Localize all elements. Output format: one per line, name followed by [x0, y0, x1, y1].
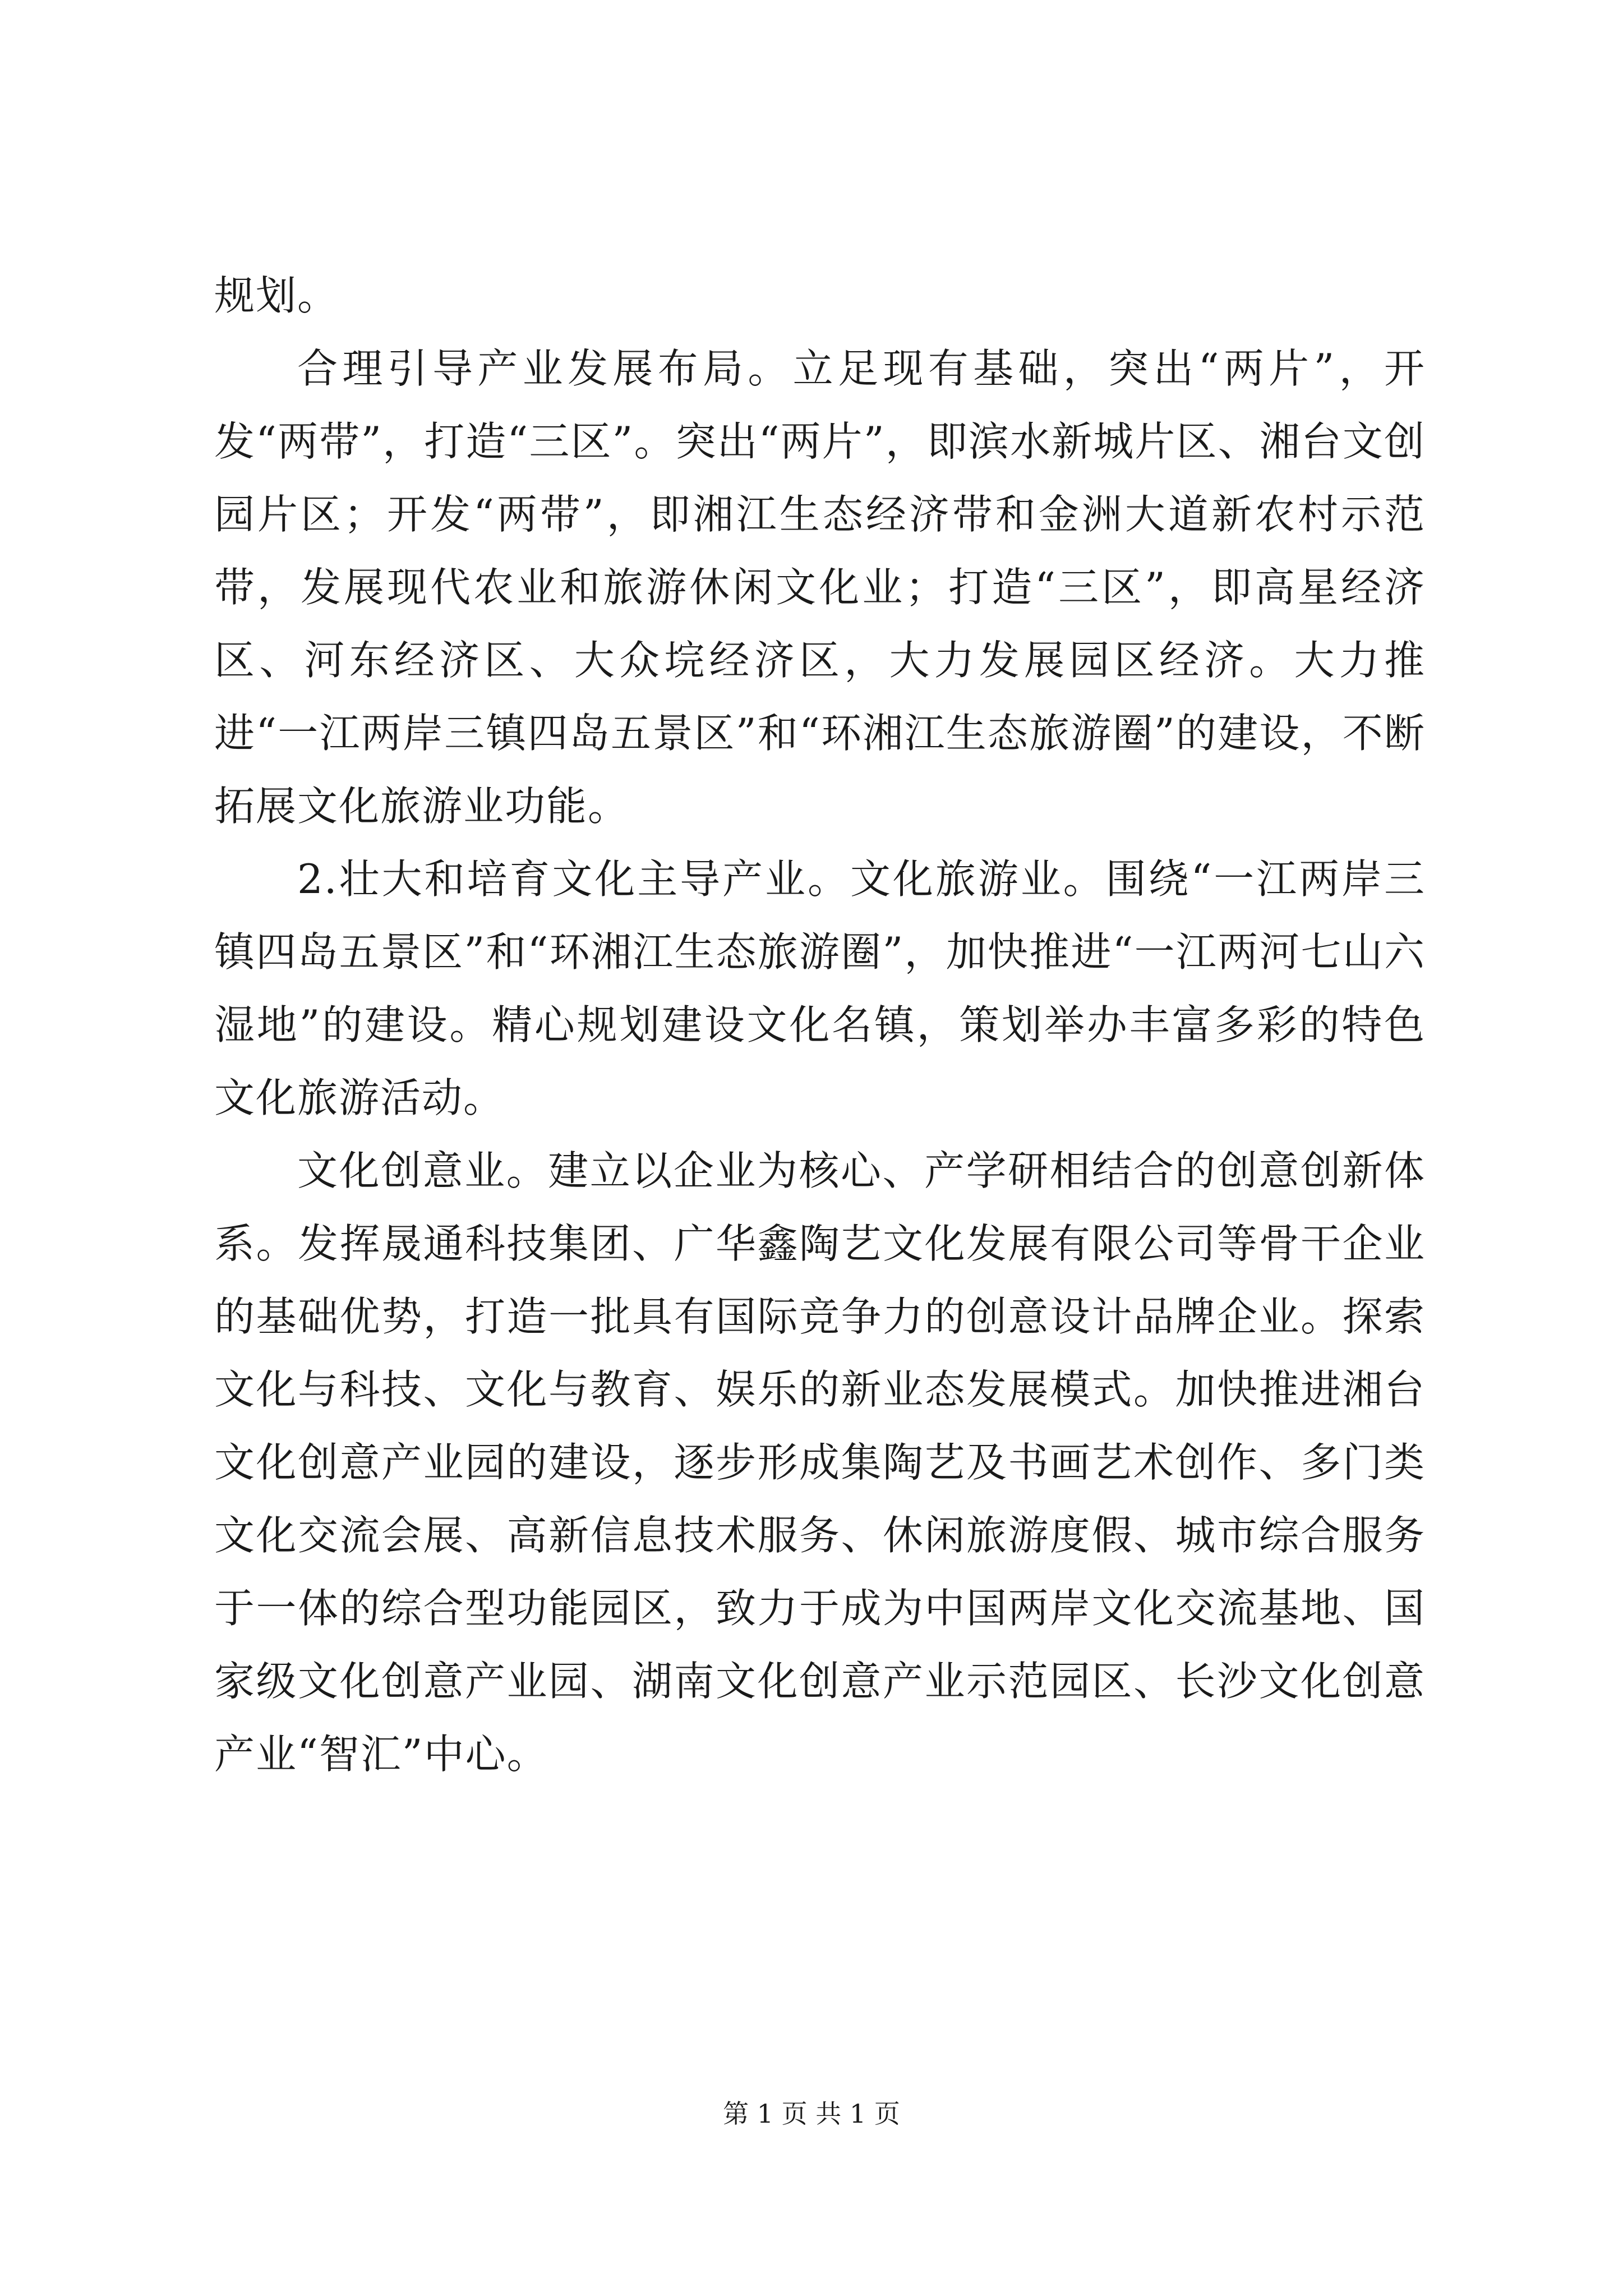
paragraph-1: 规划。	[214, 272, 339, 319]
document-body	[214, 259, 1426, 1791]
page-footer: 第 1 页 共 1 页	[723, 2099, 900, 2129]
paragraph-3: 2.壮大和培育文化主导产业。文化旅游业。围绕“一江两岸三镇四岛五景区”和“环湘江生态旅游圈”，加快推进“一江两河七山六湿地”的建设。精心规划建设文化名镇，策划举办丰富多彩的特色文化旅游活动。	[214, 855, 1426, 1121]
paragraph-2: 合理引导产业发展布局。立足现有基础，突出“两片”，开发“两带”，打造“三区”。突出“两片”，即滨水新城片区、湘台文创园片区；开发“两带”，即湘江生态经济带和金洲大道新农村示范带，发展现代农业和旅游休闲文化业；打造“三区”，即高星经济区、河东经济区、大众垸经济区，大力发展园区经济。大力推进“一江两岸三镇四岛五景区”和“环湘江生态旅游圈”的建设，不断拓展文化旅游业功能。	[214, 345, 1426, 830]
paragraph-4: 文化创意业。建立以企业为核心、产学研相结合的创意创新体系。发挥晟通科技集团、广华鑫陶艺文化发展有限公司等骨干企业的基础优势，打造一批具有国际竞争力的创意设计品牌企业。探索文化与科技、文化与教育、娱乐的新业态发展模式。加快推进湘台文化创意产业园的建设，逐步形成集陶艺及书画艺术创作、多门类文化交流会展、高新信息技术服务、休闲旅游度假、城市综合服务于一体的综合型功能园区，致力于成为中国两岸文化交流基地、国家级文化创意产业园、湖南文化创意产业示范园区、长沙文化创意产业“智汇”中心。	[214, 1147, 1426, 1778]
